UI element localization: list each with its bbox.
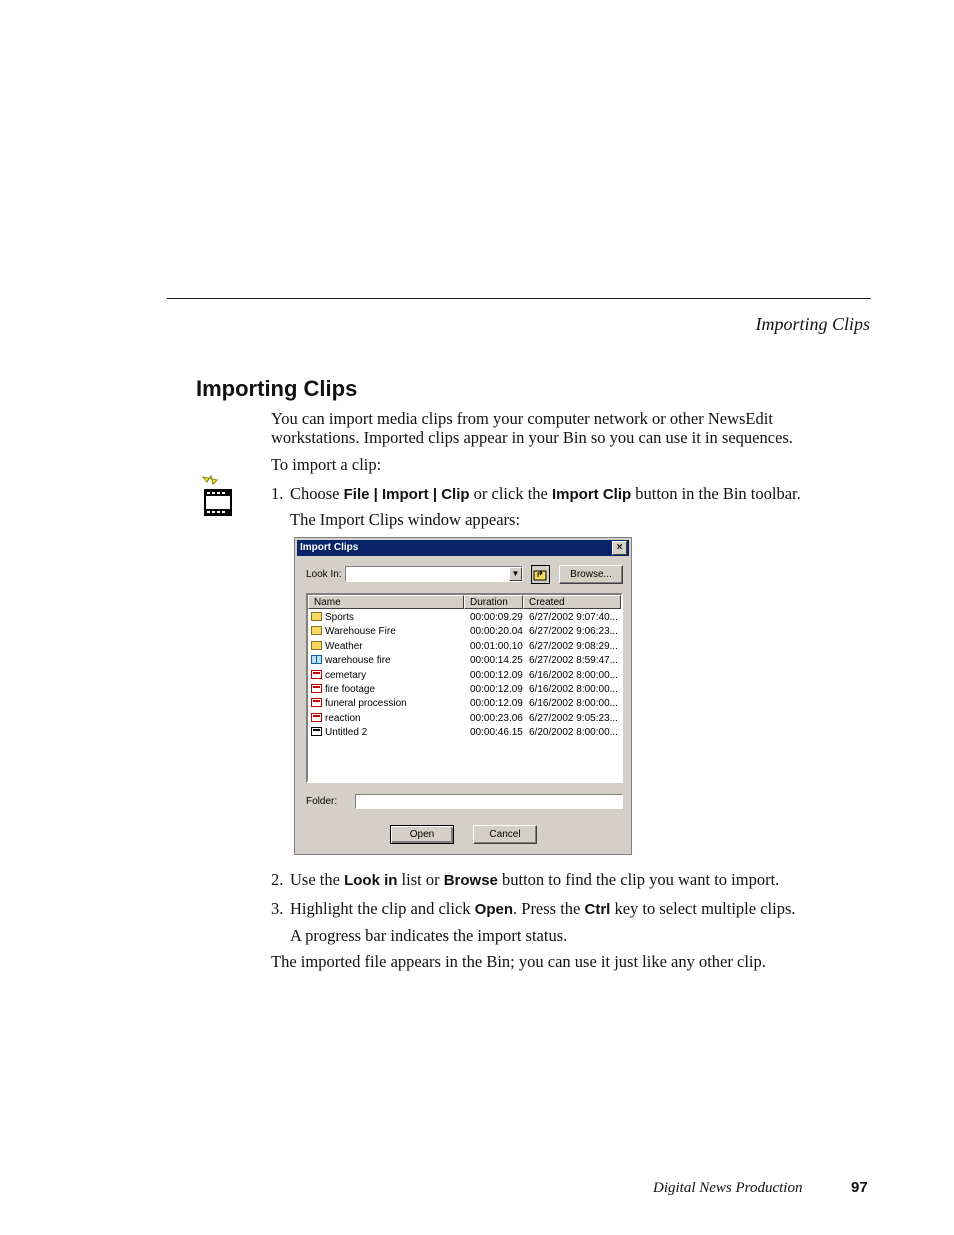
row-name: Untitled 2 xyxy=(325,727,368,739)
footer-title: Digital News Production xyxy=(653,1180,803,1196)
clip-black-icon xyxy=(311,727,322,736)
table-row[interactable] xyxy=(308,683,621,697)
cell-created: 6/16/2002 8:00:00... xyxy=(529,684,618,695)
cell-name xyxy=(311,683,461,697)
cell-name xyxy=(311,611,461,625)
row-name: funeral procession xyxy=(325,698,407,710)
cell-created: 6/27/2002 9:08:29... xyxy=(529,640,618,652)
up-folder-icon xyxy=(532,566,549,583)
cell-name xyxy=(311,669,461,683)
look-in-label: Look In: xyxy=(306,569,342,580)
step-3: 3. Highlight the clip and click Open. Press the Ctrl key to select multiple clips. xyxy=(271,899,796,918)
folder-label: Folder: xyxy=(306,796,338,807)
browse-button[interactable]: Browse... xyxy=(559,565,623,584)
table-row[interactable] xyxy=(308,625,621,639)
cell-name xyxy=(311,654,461,668)
header-rule xyxy=(167,298,871,299)
cell-name xyxy=(311,726,461,740)
cell-name xyxy=(311,712,461,726)
open-button[interactable]: Open xyxy=(390,825,454,844)
row-name: reaction xyxy=(325,712,361,724)
running-head: Importing Clips xyxy=(755,314,870,334)
row-name: cemetary xyxy=(325,669,367,681)
table-row[interactable] xyxy=(308,640,621,654)
clip-red-icon xyxy=(311,684,322,693)
up-folder-button[interactable] xyxy=(531,565,550,584)
cell-duration: 00:00:46.15 xyxy=(470,727,523,739)
chevron-down-icon[interactable]: ▼ xyxy=(509,567,522,581)
column-header-name[interactable]: Name xyxy=(308,595,464,609)
cell-duration: 00:00:12.09 xyxy=(470,669,523,681)
dialog-titlebar xyxy=(297,540,629,556)
row-name: warehouse fire xyxy=(325,655,391,667)
table-row[interactable] xyxy=(308,712,621,726)
final-paragraph: The imported file appears in the Bin; you can use it just like any other clip. xyxy=(271,952,766,971)
cell-created: 6/16/2002 8:00:00... xyxy=(529,669,618,681)
cell-duration: 00:00:12.09 xyxy=(470,684,523,695)
folder-icon xyxy=(311,612,322,621)
cell-created: 6/16/2002 8:00:00... xyxy=(529,698,618,710)
import-clips-dialog xyxy=(294,537,632,855)
cell-duration: 00:01:00.10 xyxy=(470,640,523,652)
row-name: fire footage xyxy=(325,684,376,695)
table-row[interactable] xyxy=(308,669,621,683)
step-1-note: The Import Clips window appears: xyxy=(290,510,521,529)
cell-created: 6/27/2002 9:06:23... xyxy=(529,626,618,638)
cell-created: 6/27/2002 9:05:23... xyxy=(529,712,618,724)
clip-blue-icon xyxy=(311,655,322,664)
step-1: 1. Choose File | Import | Clip or click the Import Clip button in the Bin toolbar. xyxy=(271,484,801,503)
folder-field[interactable] xyxy=(355,794,623,809)
folder-icon xyxy=(311,641,322,650)
cell-duration: 00:00:23.06 xyxy=(470,712,523,724)
clip-red-icon xyxy=(311,713,322,722)
table-row[interactable] xyxy=(308,654,621,668)
section-title: Importing Clips xyxy=(196,376,358,401)
cell-duration: 00:00:14.25 xyxy=(470,655,523,667)
intro-paragraph: You can import media clips from your computer network or other NewsEdit workstations. Imported clips appear in your Bin so you can use it in sequences. xyxy=(271,409,793,447)
table-row[interactable] xyxy=(308,697,621,711)
table-row[interactable] xyxy=(308,611,621,625)
file-list[interactable] xyxy=(306,593,623,783)
page-number: 97 xyxy=(851,1179,868,1196)
folder-icon xyxy=(311,626,322,635)
cell-duration: 00:00:12.09 xyxy=(470,698,523,710)
cell-name xyxy=(311,625,461,639)
look-in-combo[interactable] xyxy=(345,566,523,582)
step-2: 2. Use the Look in list or Browse button to find the clip you want to import. xyxy=(271,870,780,889)
to-import-paragraph: To import a clip: xyxy=(271,455,382,474)
cell-created: 6/27/2002 9:07:40... xyxy=(529,612,618,623)
cell-created: 6/27/2002 8:59:47... xyxy=(529,655,618,667)
clip-red-icon xyxy=(311,698,322,707)
close-button[interactable]: × xyxy=(612,541,627,555)
clip-red-icon xyxy=(311,670,322,679)
cell-duration: 00:00:20.04 xyxy=(470,626,523,638)
cell-name xyxy=(311,640,461,654)
column-header-created[interactable]: Created xyxy=(523,595,621,609)
cancel-button[interactable]: Cancel xyxy=(473,825,537,844)
row-name: Weather xyxy=(325,640,363,652)
cell-duration: 00:00:09.29 xyxy=(470,612,523,623)
import-clip-icon xyxy=(197,474,237,518)
dialog-title: Import Clips xyxy=(300,542,359,553)
cell-name xyxy=(311,697,461,711)
list-header xyxy=(308,595,621,609)
row-name: Sports xyxy=(325,612,354,623)
column-header-duration[interactable]: Duration xyxy=(464,595,523,609)
cell-created: 6/20/2002 8:00:00... xyxy=(529,727,618,739)
table-row[interactable] xyxy=(308,726,621,740)
row-name: Warehouse Fire xyxy=(325,626,396,638)
step-3-note: A progress bar indicates the import status. xyxy=(290,926,568,945)
